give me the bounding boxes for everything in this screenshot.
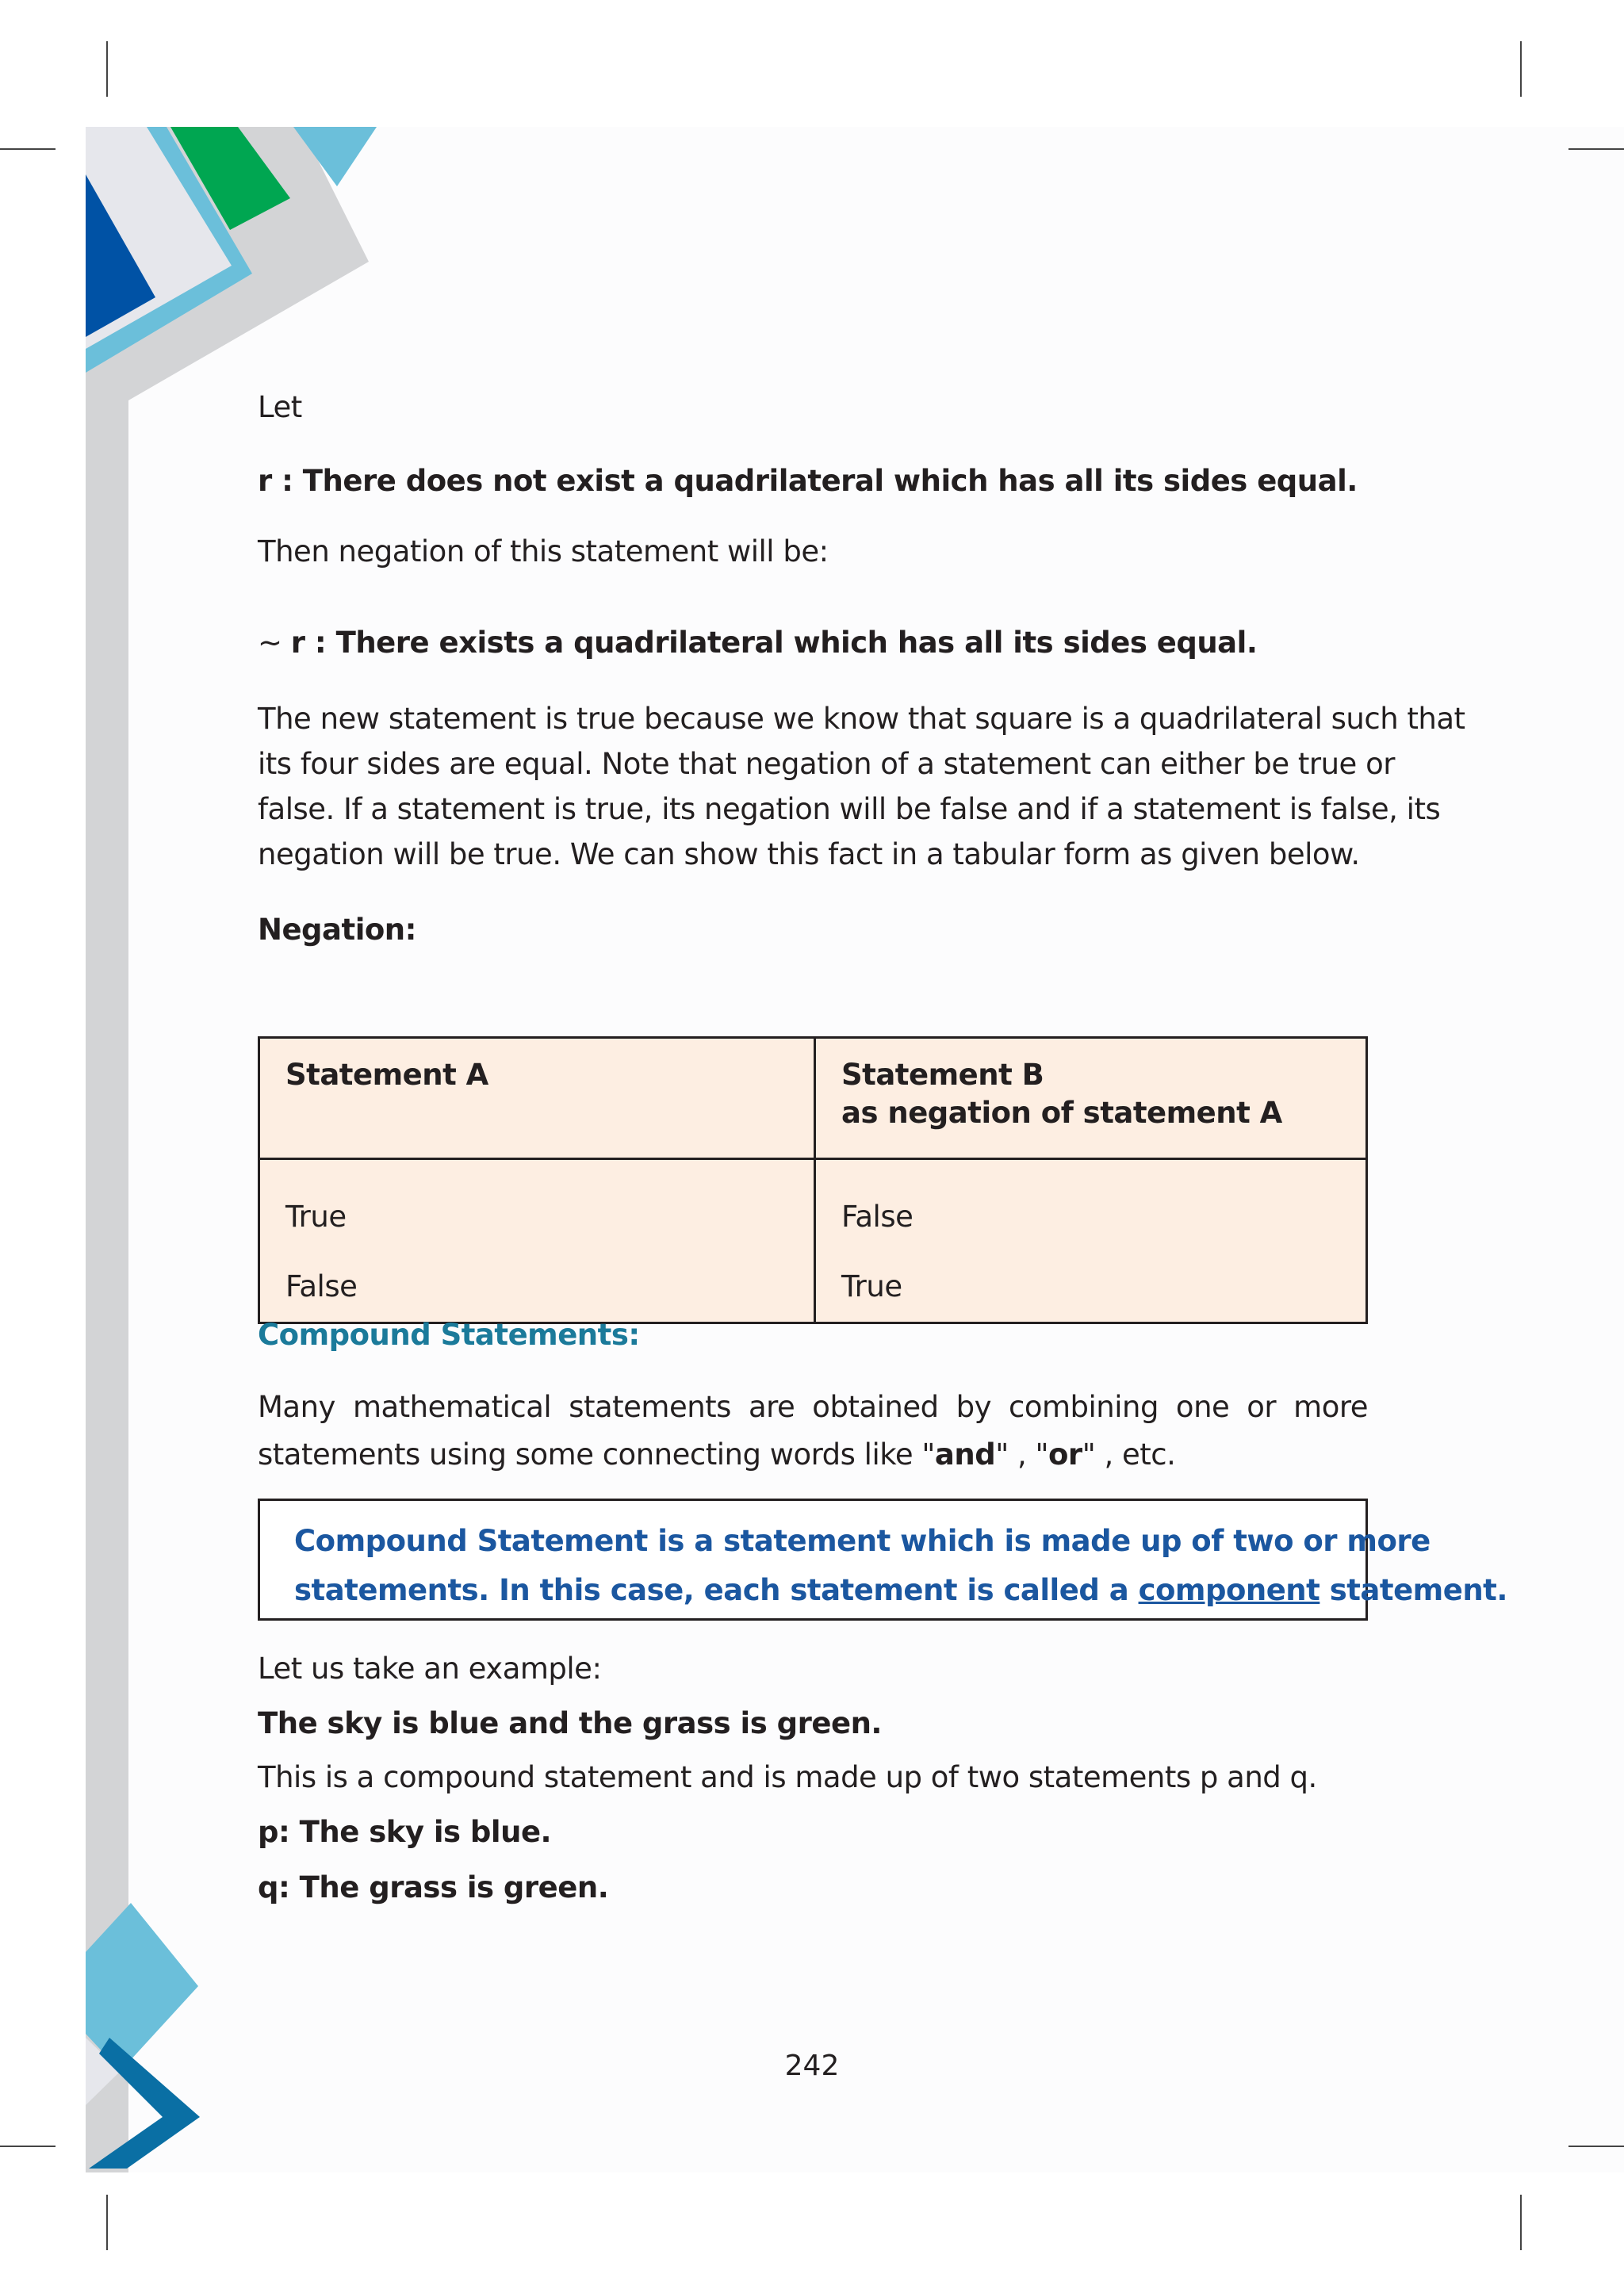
column-b-values	[815, 1159, 1367, 1323]
table-header-row	[259, 1038, 1367, 1159]
table-cell: True	[841, 1269, 902, 1303]
intro-text: Let	[258, 390, 302, 424]
example-statement: The sky is blue and the grass is green.	[258, 1706, 882, 1740]
statement-q: q: The grass is green.	[258, 1870, 609, 1904]
page-number: 242	[784, 2050, 840, 2082]
paragraph-line: Many mathematical statements are obtained by combining one or more	[258, 1390, 1368, 1424]
keyword-and: and	[934, 1437, 996, 1472]
table-cell: True	[285, 1200, 347, 1234]
text-fragment: statements. In this case, each statement is called a	[294, 1573, 1139, 1607]
definition-box	[258, 1499, 1507, 1621]
example-intro: Let us take an example:	[258, 1652, 602, 1686]
definition-text	[294, 1517, 1507, 1615]
header-b-line1: Statement B	[841, 1058, 1044, 1092]
column-a-values	[259, 1159, 815, 1323]
tilde-symbol: ~	[258, 626, 282, 660]
paragraph-line: The new statement is true because we know that square is a quadrilateral such that	[258, 702, 1465, 736]
example-note: This is a compound statement and is made up of two statements p and q.	[258, 1760, 1317, 1794]
keyword-or: or	[1048, 1437, 1082, 1472]
text-fragment: statement.	[1320, 1573, 1507, 1607]
statement-p: p: The sky is blue.	[258, 1815, 552, 1849]
header-statement-a: Statement A	[259, 1038, 815, 1159]
negation-statement	[258, 620, 1257, 665]
header-b-line2: as negation of statement A	[841, 1096, 1282, 1130]
negation-heading: Negation:	[258, 913, 416, 947]
paragraph-line	[258, 1431, 1368, 1479]
compound-paragraph	[258, 1384, 1368, 1479]
text-fragment: " , etc.	[1082, 1437, 1176, 1472]
table-cell: False	[841, 1200, 914, 1234]
table-body-row	[259, 1159, 1367, 1323]
left-margin-strip	[86, 127, 128, 2172]
table-cell: False	[285, 1269, 358, 1303]
paragraph-line: false. If a statement is true, its negation will be false and if a statement is false, its	[258, 792, 1441, 826]
negation-table	[258, 1036, 1368, 1324]
definition-line	[294, 1566, 1507, 1615]
explanation-paragraph	[258, 696, 1465, 877]
statement-r: r : There does not exist a quadrilateral which has all its sides equal.	[258, 464, 1358, 498]
paragraph-line: its four sides are equal. Note that negation of a statement can either be true or	[258, 747, 1395, 781]
paragraph-line: negation will be true. We can show this fact in a tabular form as given below.	[258, 837, 1360, 871]
negation-r: r : There exists a quadrilateral which has all its sides equal.	[290, 626, 1258, 660]
negation-intro: Then negation of this statement will be:	[258, 534, 829, 568]
definition-keyword: component	[1138, 1573, 1320, 1607]
text-fragment: " , "	[995, 1437, 1049, 1472]
definition-line: Compound Statement is a statement which is made up of two or more	[294, 1524, 1431, 1558]
header-statement-b	[815, 1038, 1367, 1159]
text-fragment: statements using some connecting words like "	[258, 1437, 935, 1472]
compound-heading: Compound Statements:	[258, 1318, 640, 1352]
